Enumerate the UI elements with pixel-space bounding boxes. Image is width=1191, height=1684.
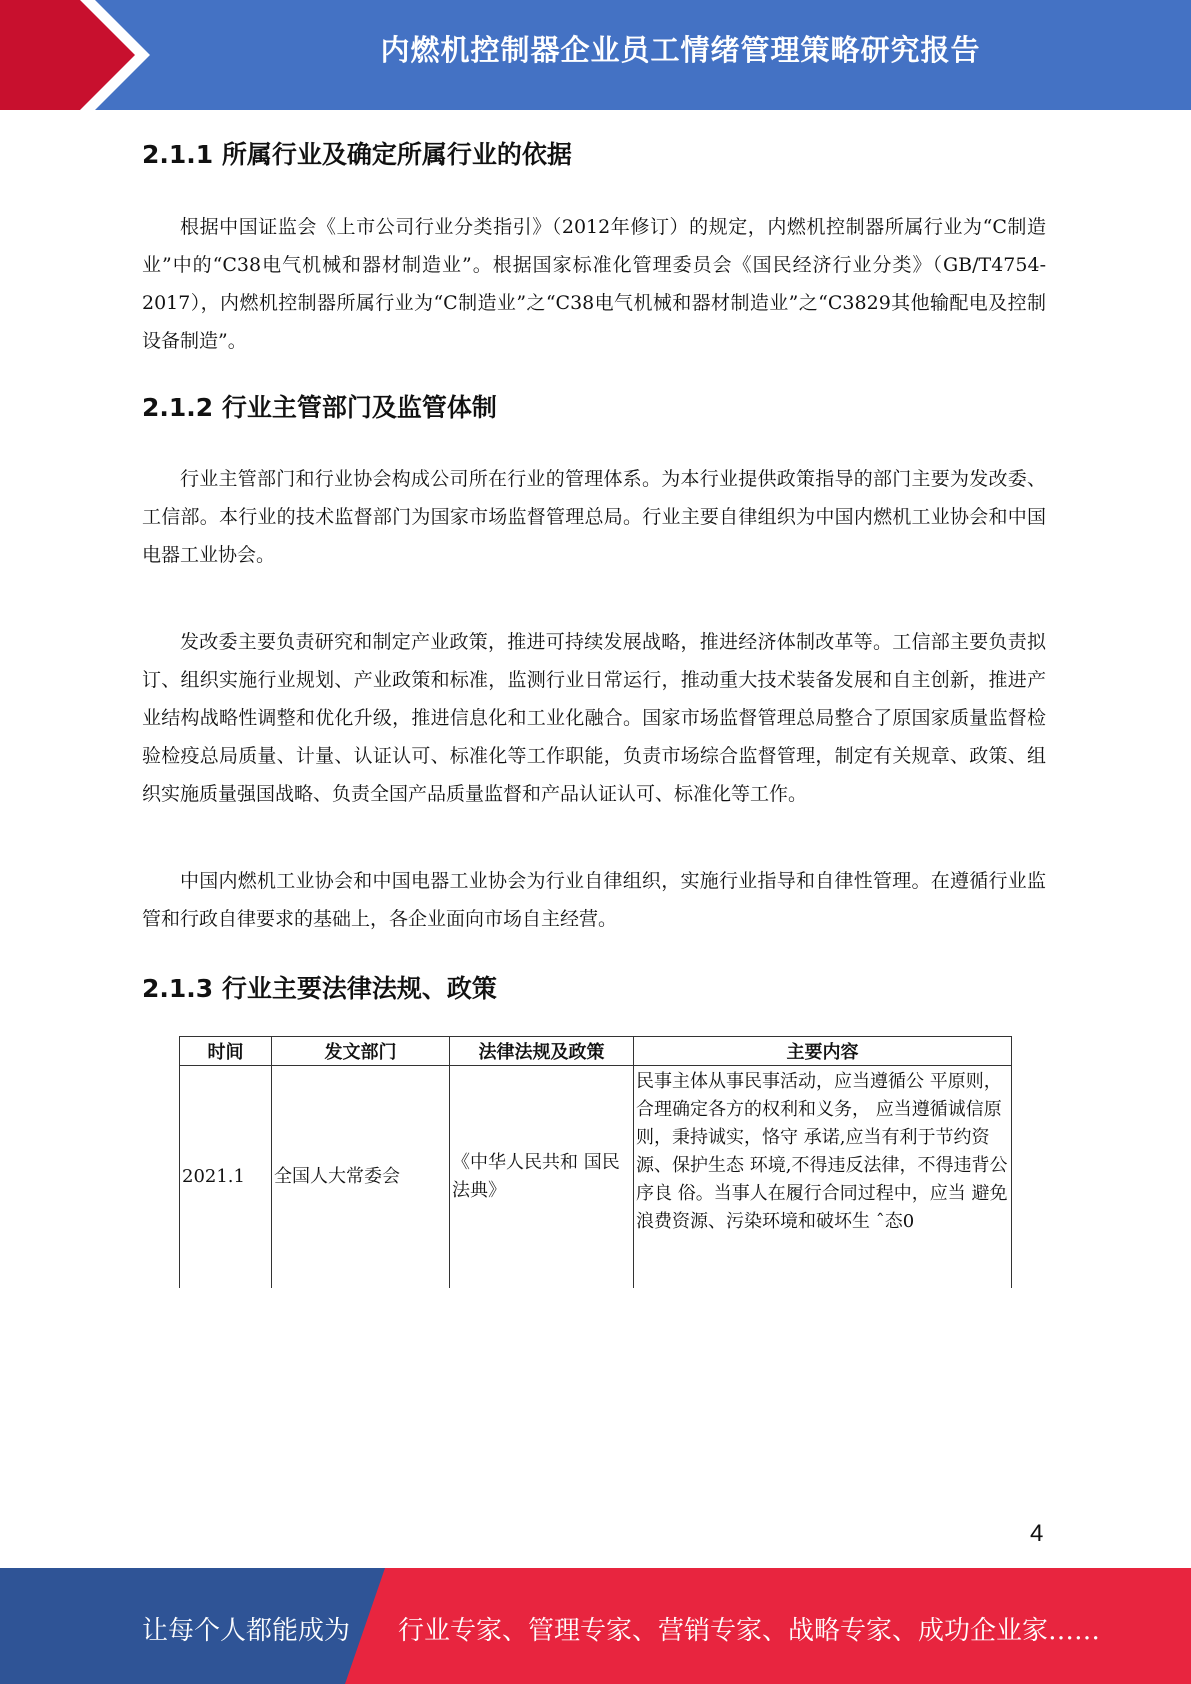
table-row bbox=[180, 1066, 1012, 1289]
column-header-department: 发文部门 bbox=[272, 1037, 450, 1066]
cell-department: 全国人大常委会 bbox=[272, 1066, 450, 1289]
header-title: 内燃机控制器企业员工情绪管理策略研究报告 bbox=[380, 33, 981, 67]
column-header-time: 时间 bbox=[180, 1037, 272, 1066]
laws-table bbox=[179, 1036, 1012, 1288]
header-banner bbox=[0, 0, 1191, 110]
footer-slogan-left: 让每个人都能成为 bbox=[142, 1616, 351, 1646]
paragraph: 行业主管部门和行业协会构成公司所在行业的管理体系。为本行业提供政策指导的部门主要为发改委、工信部。本行业的技术监督部门为国家市场监督管理总局。行业主要自律组织为中国内燃机工业协会和中国电器工业协会。 bbox=[142, 468, 1046, 566]
table-header-row bbox=[180, 1037, 1012, 1066]
footer-banner bbox=[0, 1568, 1191, 1684]
paragraph: 根据中国证监会《上市公司行业分类指引》（2012年修订）的规定，内燃机控制器所属行业为“C制造业”中的“C38电气机械和器材制造业”。根据国家标准化管理委员会《国民经济行业分类》（GB/T4754-2017），内燃机控制器所属行业为“C制造业”之“C38电气机械和器材制造业”之“C3829其他输配电及控制设备制造”。 bbox=[142, 216, 1046, 352]
paragraph: 发改委主要负责研究和制定产业政策，推进可持续发展战略，推进经济体制改革等。工信部主要负责拟订、组织实施行业规划、产业政策和标准，监测行业日常运行，推动重大技术装备发展和自主创新，推进产业结构战略性调整和优化升级，推进信息化和工业化融合。国家市场监督管理总局整合了原国家质量监督检验检疫总局质量、计量、认证认可、标准化等工作职能，负责市场综合监督管理，制定有关规章、政策、组织实施质量强国战略、负责全国产品质量监督和产品认证认可、标准化等工作。 bbox=[142, 631, 1046, 805]
cell-law: 《中华人民共和 国民法典》 bbox=[450, 1066, 634, 1289]
column-header-law: 法律法规及政策 bbox=[450, 1037, 634, 1066]
column-header-content: 主要内容 bbox=[634, 1037, 1012, 1066]
section-heading: 2.1.3 行业主要法律法规、政策 bbox=[142, 974, 497, 1003]
cell-time: 2021.1 bbox=[180, 1066, 272, 1289]
section-heading: 2.1.2 行业主管部门及监管体制 bbox=[142, 393, 497, 422]
footer-slogan-right: 行业专家、管理专家、营销专家、战略专家、成功企业家…… bbox=[398, 1616, 1101, 1646]
cell-content: 民事主体从事民事活动，应当遵循公 平原则，合理确定各方的权利和义务， 应当遵循诚信原则，秉持诚实，恪守 承诺,应当有利于节约资源、保护生态 环境,不得违反法律，不得违背公序良 俗。当事人在履行合同过程中，应当 避免浪费资源、污染环境和破坏生 ˆ态0 bbox=[634, 1066, 1012, 1289]
paragraph: 中国内燃机工业协会和中国电器工业协会为行业自律组织，实施行业指导和自律性管理。在遵循行业监管和行政自律要求的基础上，各企业面向市场自主经营。 bbox=[142, 870, 1046, 930]
page-number: 4 bbox=[1030, 1520, 1044, 1547]
header-arrow-decoration bbox=[0, 0, 150, 110]
section-heading: 2.1.1 所属行业及确定所属行业的依据 bbox=[142, 140, 572, 169]
